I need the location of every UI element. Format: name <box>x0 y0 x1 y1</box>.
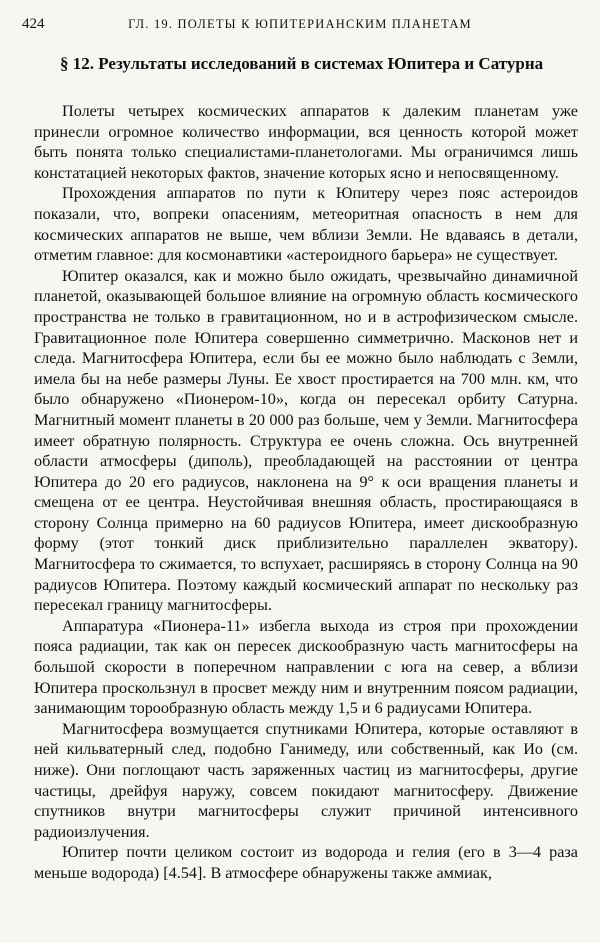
running-header <box>22 13 578 35</box>
paragraph: Магнитосфера возмущается спутниками Юпитера, которые оставляют в ней кильватерный след, подобно Ганимеду, или собственный, как Ио (см. ниже). Они поглощают часть заряженных частиц из магнитосферы, другие частицы, дрейфуя наружу, совсем покидают магнитосферу. Движение спутников внутри магнитосферы служит причиной интенсивного радиоизлучения. <box>34 719 578 841</box>
paragraph: Аппаратура «Пионера-11» избегла выхода из строя при прохождении пояса радиации, так как он пересек дискообразную часть магнитосферы на большой скорости в поперечном направлении с юга на север, а вблизи Юпитера проскользнул в просвет между ним и внутренним поясом радиации, занимающим тороoбразную область между 1,5 и 6 радиусами Юпитера. <box>34 616 578 718</box>
paragraph: Прохождения аппаратов по пути к Юпитеру через пояс астероидов показали, что, вопреки опасениям, метеоритная опасность в нем для космических аппаратов не выше, чем вблизи Земли. Не вдаваясь в детали, отметим главное: для космонавтики «астероидного барьера» не существует. <box>34 184 578 265</box>
body-text <box>34 101 578 884</box>
paragraph: Юпитер почти целиком состоит из водорода и гелия (его в 3—4 раза меньше водорода) [4.54]. В атмосфере обнаружены также аммиак, <box>34 843 578 882</box>
section-heading: § 12. Результаты исследований в системах Юпитера и Сатурна <box>60 54 544 73</box>
page-number: 424 <box>22 15 45 32</box>
paragraph: Полеты четырех космических аппаратов к далеким планетам уже принесли огромное количество информации, вся ценность которой может быть понята только специалистами-планетологами. Мы ограничимся лишь констатацией некоторых фактов, значение которых ясно и непосвященному. <box>34 102 578 182</box>
paragraph: Юпитер оказался, как и можно было ожидать, чрезвычайно динамичной планетой, оказывающей большое влияние на огромную область космического пространства не только в гравитационном, но и в астрофизическом смысле. Гравитационное поле Юпитера совершенно симметрично. Масконов нет и следа. Магнитосфера Юпитера, если бы ее можно было наблюдать с Земли, имела бы на небе размеры Луны. Ее хвост простирается на 700 млн. км, что было обнаружено «Пионером-10», когда он пересекал орбиту Сатурна. Магнитный момент планеты в 20 000 раз больше, чем у Земли. Магнитосфера имеет обратную полярность. Структура ее очень сложна. Ось внутренней области атмосферы (диполь), преобладающей на расстоянии от центра Юпитера до 20 его радиусов, наклонена на 9° к оси вращения планеты и смещена от ее центра. Неустойчивая внешняя область, простирающаяся в сторону Солнца примерно на 60 радиусов Юпитера, имеет дискообразную форму (этот тонкий диск приблизительно параллелен экватору). Магнитосфера то сжимается, то вспухает, расширяясь в сторону Солнца на 90 радиусов Юпитера. Поэтому каждый космический аппарат по нескольку раз пересекал границу магнитосферы. <box>34 266 578 615</box>
running-title: ГЛ. 19. ПОЛЕТЫ К ЮПИТЕРИАНСКИМ ПЛАНЕТАМ <box>128 16 472 31</box>
